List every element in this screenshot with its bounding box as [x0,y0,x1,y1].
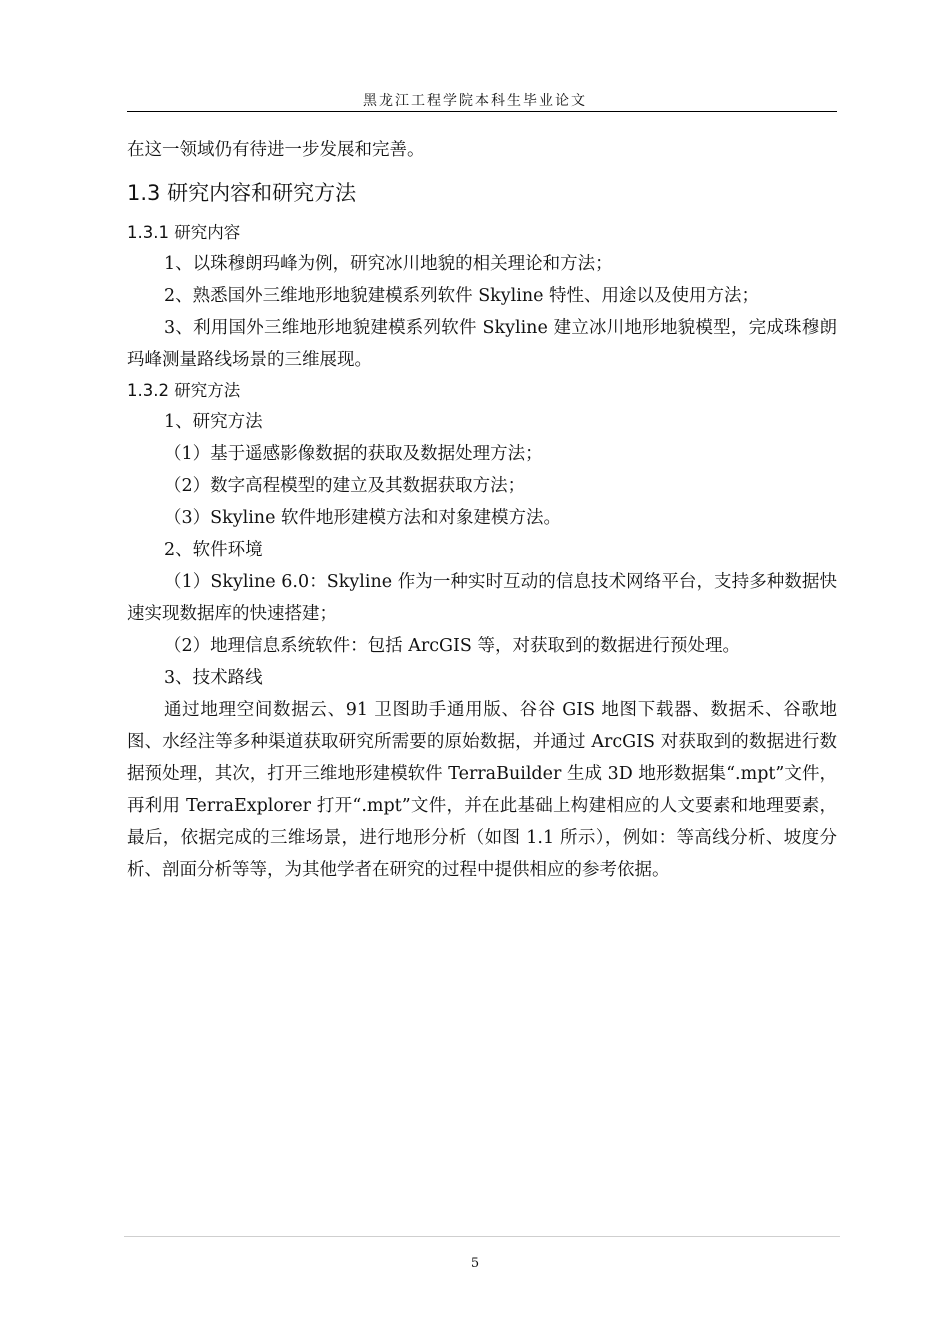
technical-route-paragraph: 通过地理空间数据云、91 卫图助手通用版、谷谷 GIS 地图下载器、数据禾、谷歌地图、水经注等多种渠道获取研究所需要的原始数据，并通过 ArcGIS 对获取到的数据进行数据预处理，其次，打开三维地形建模软件 TerraBuilder 生成 3D 地形数据集“.mpt”文件，再利用 TerraExplorer 打开“.mpt”文件，并在此基础上构建相应的人文要素和地理要素，最后，依据完成的三维场景，进行地形分析（如图 1.1 所示），例如：等高线分析、坡度分析、剖面分析等等，为其他学者在研究的过程中提供相应的参考依据。 [127,700,837,880]
header-divider [127,111,837,112]
content-item-1: 1、以珠穆朗玛峰为例，研究冰川地貌的相关理论和方法； [164,254,613,274]
method-subitem-1-2: （2）数字高程模型的建立及其数据获取方法； [164,476,526,496]
method-subitem-2-2: （2）地理信息系统软件：包括 ArcGIS 等，对获取到的数据进行预处理。 [164,636,740,656]
subsection-heading-1-3-2: 1.3.2 研究方法 [127,381,241,400]
running-header: 黑龙江工程学院本科生毕业论文 [363,93,587,109]
method-item-3: 3、技术路线 [164,668,263,688]
method-subitem-1-1: （1）基于遥感影像数据的获取及数据处理方法； [164,444,543,464]
content-item-2: 2、熟悉国外三维地形地貌建模系列软件 Skyline 特性、用途以及使用方法； [164,286,760,306]
paragraph-continued: 在这一领域仍有待进一步发展和完善。 [127,140,425,160]
footer-divider [124,1236,840,1237]
page-number: 5 [470,1256,480,1271]
page-body [127,134,837,886]
method-item-1: 1、研究方法 [164,412,263,432]
subsection-heading-1-3-1: 1.3.1 研究内容 [127,223,241,242]
content-item-3: 3、利用国外三维地形地貌建模系列软件 Skyline 建立冰川地形地貌模型，完成珠穆朗玛峰测量路线场景的三维展现。 [127,318,837,370]
section-heading-1-3: 1.3 研究内容和研究方法 [127,181,357,205]
method-subitem-1-3: （3）Skyline 软件地形建模方法和对象建模方法。 [164,508,561,528]
method-subitem-2-1: （1）Skyline 6.0：Skyline 作为一种实时互动的信息技术网络平台，支持多种数据快速实现数据库的快速搭建； [127,572,837,624]
method-item-2: 2、软件环境 [164,540,263,560]
